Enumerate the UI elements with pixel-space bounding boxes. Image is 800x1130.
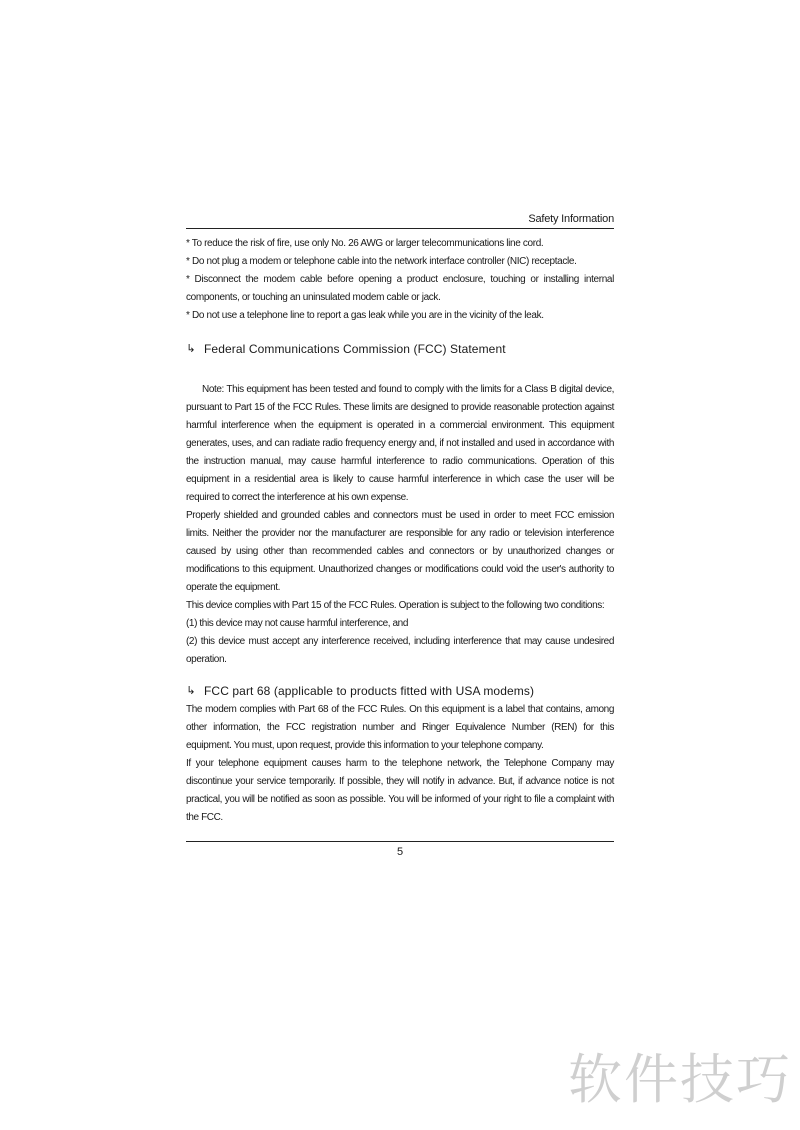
safety-bullet-item: * Disconnect the modem cable before opening a product enclosure, touching or installing internal components, or touching an uninsulated modem cable or jack. <box>186 274 614 303</box>
arrow-bullet-icon: ↳ <box>186 343 196 355</box>
part68-paragraph: The modem complies with Part 68 of the FCC Rules. On this equipment is a label that contains, among other information, the FCC registration number and Ringer Equivalence Number (REN) for this equipment. You must, upon request, provide this information to your telephone company. <box>186 704 614 751</box>
header-rule <box>186 228 614 229</box>
part68-paragraph: If your telephone equipment causes harm to the telephone network, the Telephone Company may discontinue your service temporarily. If possible, they will notify in advance. But, if advance notice is not practical, you will be notified as soon as possible. You will be informed of your right to file a complaint with the FCC. <box>186 758 614 823</box>
fcc-paragraph: Properly shielded and grounded cables and connectors must be used in order to meet FCC emission limits. Neither the provider nor the manufacturer are responsible for any radio or television interference caused by using other than recommended cables and connectors or by unauthorized changes or modifications to this equipment. Unauthorized changes or modifications could void the user's authority to operate the equipment. <box>186 510 614 593</box>
fcc-paragraph: (1) this device may not cause harmful interference, and <box>186 618 409 629</box>
safety-bullet-item: * Do not plug a modem or telephone cable into the network interface controller (NIC) receptacle. <box>186 256 577 267</box>
fcc-statement-body <box>186 381 614 669</box>
fcc-part68-heading-text: FCC part 68 (applicable to products fitted with USA modems) <box>204 684 535 698</box>
watermark-text: 软件技巧 <box>568 1048 792 1111</box>
safety-bullet-item: * Do not use a telephone line to report a gas leak while you are in the vicinity of the leak. <box>186 310 544 321</box>
running-header: Safety Information <box>528 213 614 225</box>
fcc-part68-body <box>186 701 614 827</box>
fcc-statement-heading-text: Federal Communications Commission (FCC) Statement <box>204 342 506 356</box>
fcc-statement-heading <box>186 341 614 357</box>
arrow-bullet-icon: ↳ <box>186 685 196 697</box>
page-number: 5 <box>396 846 404 858</box>
safety-bullet-item: * To reduce the risk of fire, use only No. 26 AWG or larger telecommunications line cord. <box>186 238 544 249</box>
fcc-part68-heading <box>186 683 614 699</box>
safety-bullet-list <box>186 235 614 325</box>
fcc-paragraph: This device complies with Part 15 of the FCC Rules. Operation is subject to the following two conditions: <box>186 600 605 611</box>
fcc-paragraph: (2) this device must accept any interference received, including interference that may cause undesired operation. <box>186 636 614 665</box>
manual-page <box>186 212 614 859</box>
fcc-paragraph: Note: This equipment has been tested and found to comply with the limits for a Class B digital device, pursuant to Part 15 of the FCC Rules. These limits are designed to provide reasonable protection against harmful interference when the equipment is operated in a commercial environment. This equipment generates, uses, and can radiate radio frequency energy and, if not installed and used in accordance with the instruction manual, may cause harmful interference to radio communications. Operation of this equipment in a residential area is likely to cause harmful interference in which case the user will be required to correct the interference at his own expense. <box>186 384 614 503</box>
footer-rule <box>186 841 614 842</box>
